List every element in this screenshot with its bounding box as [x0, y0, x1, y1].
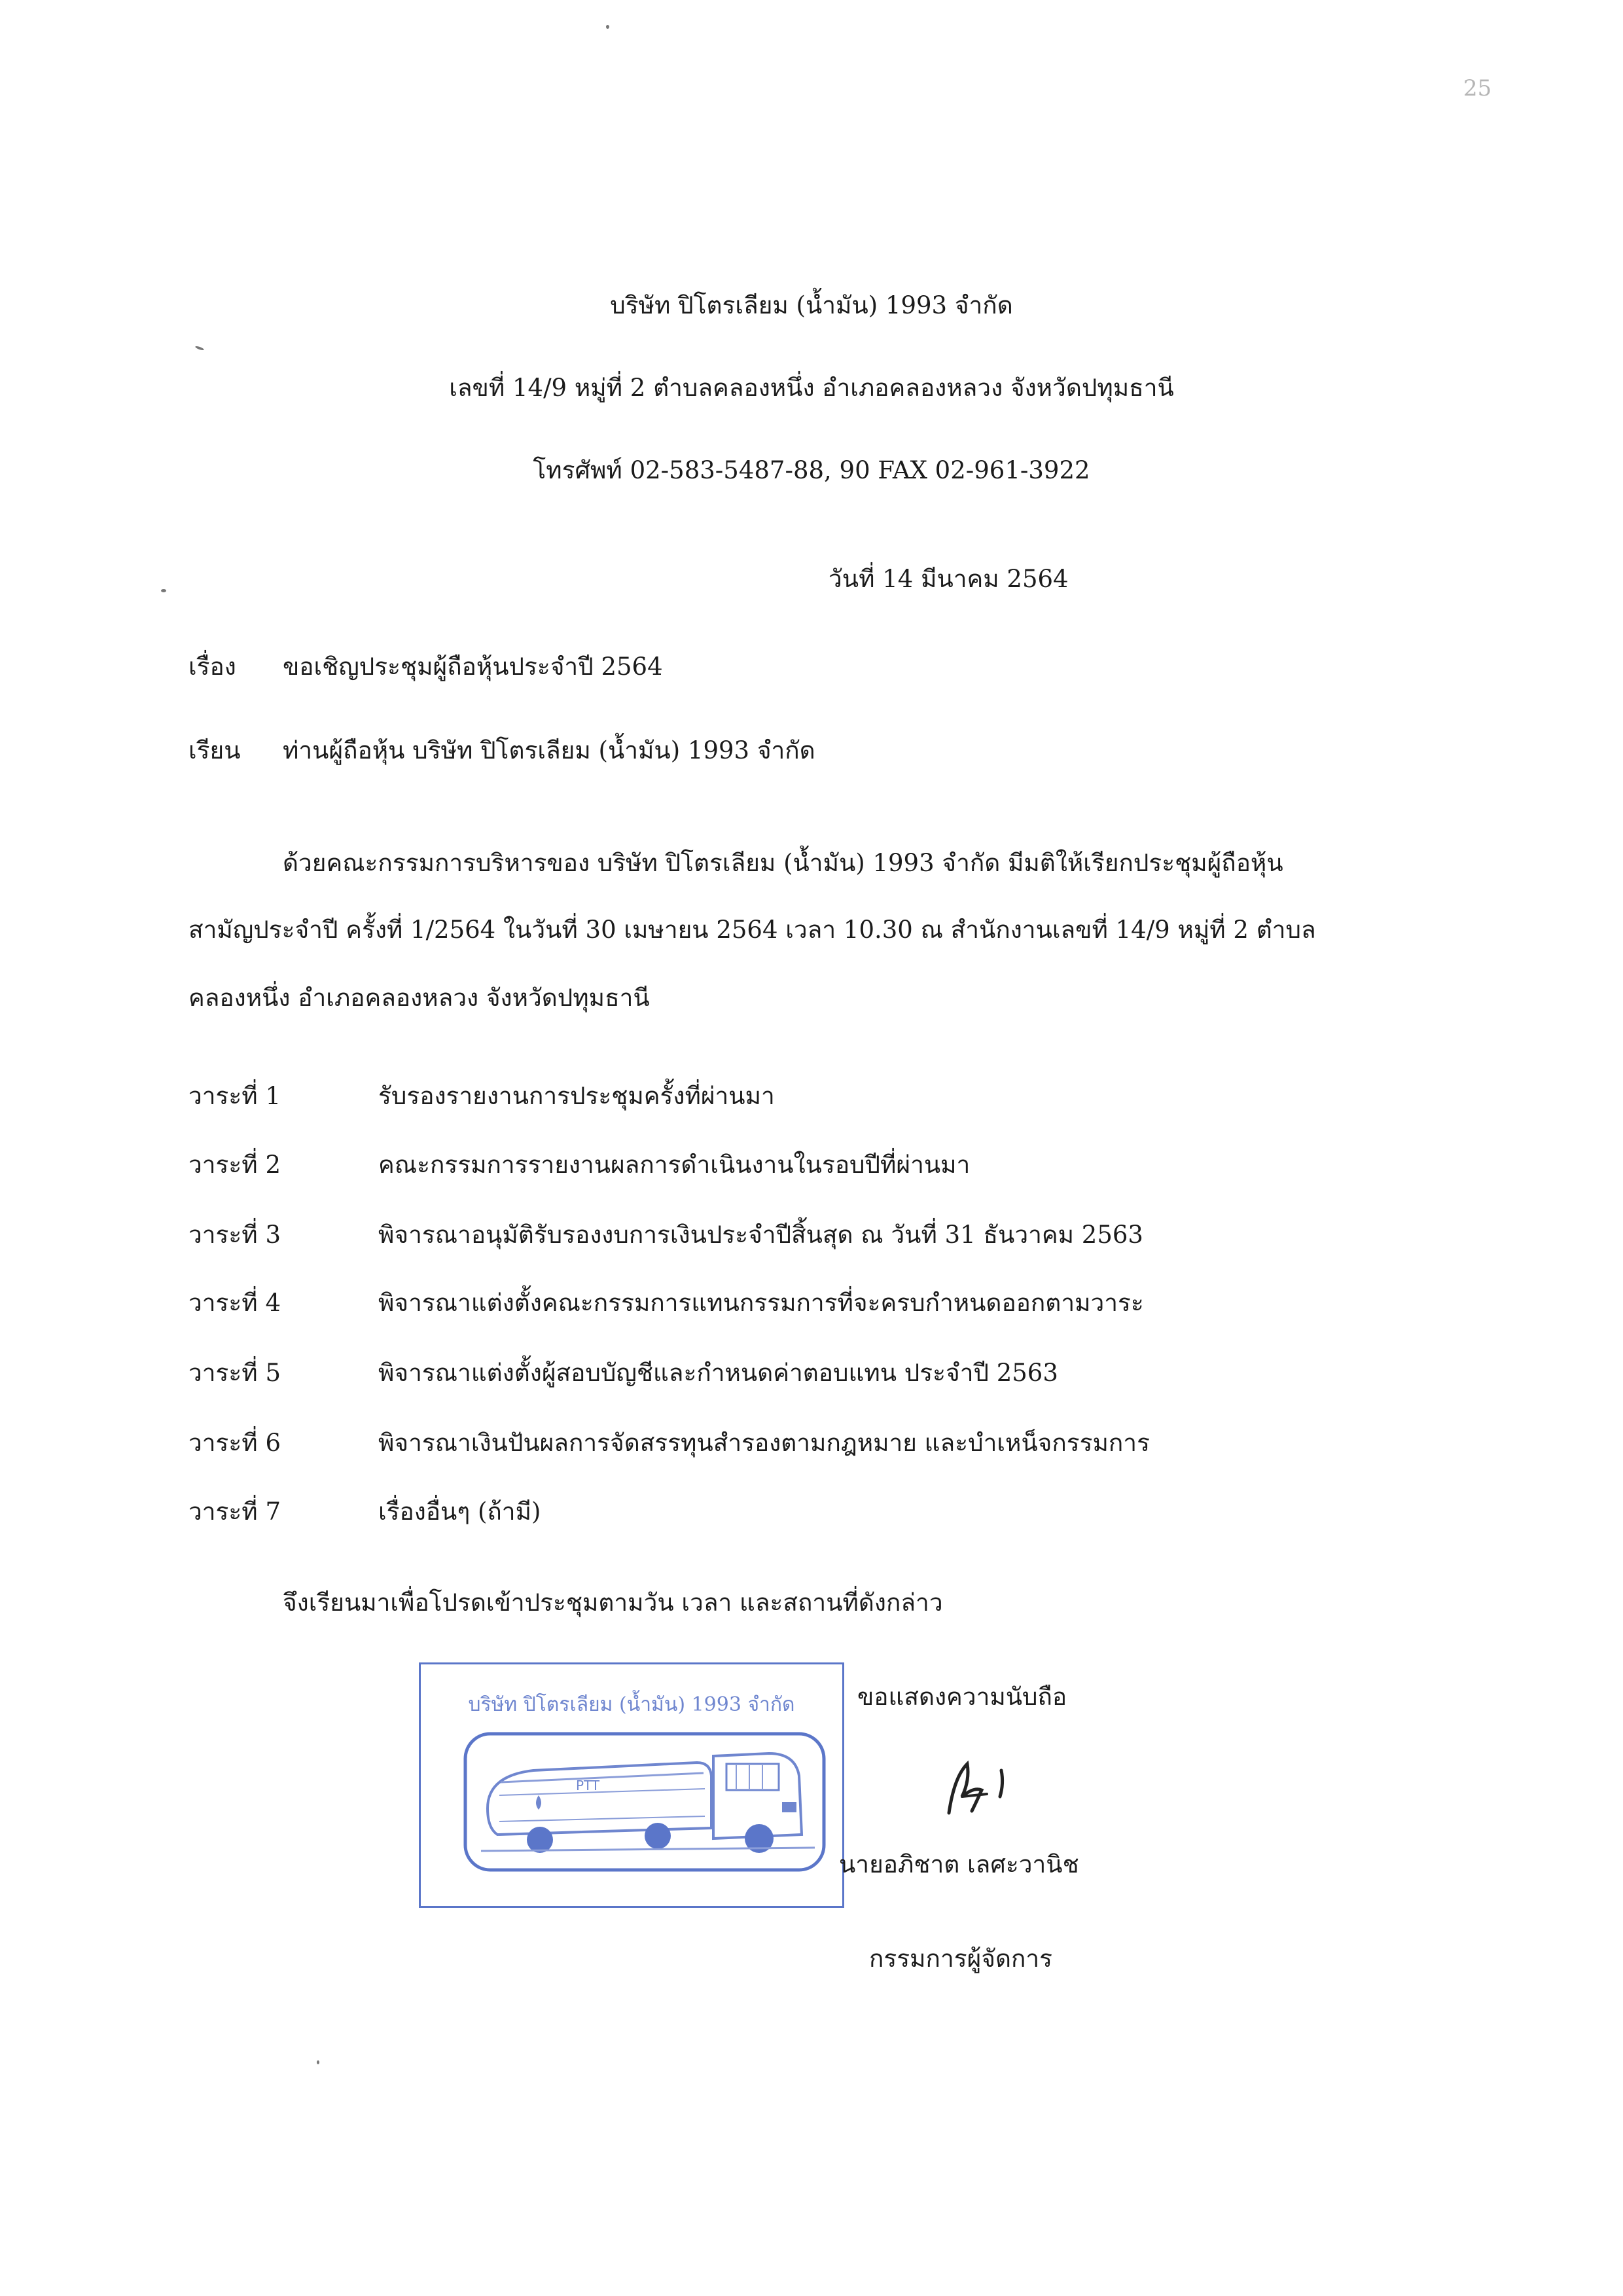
truck-logo-icon — [461, 1730, 828, 1874]
agenda-text: รับรองรายงานการประชุมครั้งที่ผ่านมา — [378, 1082, 775, 1110]
agenda-text: พิจารณาเงินปันผลการจัดสรรทุนสำรองตามกฎหมาย และบำเหน็จกรรมการ — [378, 1429, 1150, 1457]
body-line: ด้วยคณะกรรมการบริหารของ บริษัท ปิโตรเลียม (น้ำมัน) 1993 จำกัด มีมติให้เรียกประชุมผู้ถือหุ้น — [283, 849, 1283, 877]
agenda-text: พิจารณาอนุมัติรับรองงบการเงินประจำปีสิ้นสุด ณ วันที่ 31 ธันวาคม 2563 — [378, 1221, 1143, 1249]
page-mark: 25 — [1463, 75, 1492, 101]
signature-mark — [936, 1751, 1041, 1823]
company-address: เลขที่ 14/9 หมู่ที่ 2 ตำบลคลองหนึ่ง อำเภอคลองหลวง จังหวัดปทุมธานี — [449, 374, 1174, 402]
body-line: สามัญประจำปี ครั้งที่ 1/2564 ในวันที่ 30 เมษายน 2564 เวลา 10.30 ณ สำนักงานเลขที่ 14/9 หมู่ที่ 2 ตำบล — [188, 916, 1316, 944]
agenda-number: วาระที่ 6 — [188, 1429, 281, 1457]
company-stamp — [419, 1662, 844, 1908]
agenda-text: พิจารณาแต่งตั้งคณะกรรมการแทนกรรมการที่จะครบกำหนดออกตามวาระ — [378, 1289, 1144, 1317]
agenda-text: คณะกรรมการรายงานผลการดำเนินงานในรอบปีที่ผ่านมา — [378, 1151, 971, 1179]
scan-speck — [161, 589, 166, 592]
agenda-number: วาระที่ 3 — [188, 1221, 281, 1249]
stamp-text: บริษัท ปิโตรเลียม (น้ำมัน) 1993 จำกัด — [468, 1693, 795, 1716]
subject-text: ขอเชิญประชุมผู้ถือหุ้นประจำปี 2564 — [283, 653, 663, 681]
agenda-text: พิจารณาแต่งตั้งผู้สอบบัญชีและกำหนดค่าตอบแทน ประจำปี 2563 — [378, 1359, 1058, 1387]
letter-date: วันที่ 14 มีนาคม 2564 — [829, 565, 1069, 593]
agenda-text: เรื่องอื่นๆ (ถ้ามี) — [378, 1498, 541, 1526]
scan-speck — [317, 2060, 319, 2064]
signer-name: นายอภิชาต เลศะวานิช — [839, 1850, 1079, 1878]
subject-label: เรื่อง — [188, 653, 236, 681]
regards-text: ขอแสดงความนับถือ — [857, 1683, 1067, 1711]
company-contact: โทรศัพท์ 02-583-5487-88, 90 FAX 02-961-3922 — [533, 456, 1090, 484]
closing-line: จึงเรียนมาเพื่อโปรดเข้าประชุมตามวัน เวลา และสถานที่ดังกล่าว — [283, 1588, 943, 1617]
recipient-text: ท่านผู้ถือหุ้น บริษัท ปิโตรเลียม (น้ำมัน) 1993 จำกัด — [283, 736, 815, 764]
agenda-number: วาระที่ 2 — [188, 1151, 281, 1179]
signer-title: กรรมการผู้จัดการ — [869, 1945, 1053, 1973]
agenda-number: วาระที่ 4 — [188, 1289, 281, 1317]
body-line: คลองหนึ่ง อำเภอคลองหลวง จังหวัดปทุมธานี — [188, 984, 650, 1012]
agenda-number: วาระที่ 7 — [188, 1498, 281, 1526]
company-name: บริษัท ปิโตรเลียม (น้ำมัน) 1993 จำกัด — [610, 291, 1013, 319]
scan-speck — [195, 346, 205, 351]
scan-speck — [606, 25, 609, 29]
recipient-label: เรียน — [188, 736, 241, 764]
svg-text:PTT: PTT — [576, 1778, 600, 1793]
agenda-number: วาระที่ 1 — [188, 1082, 281, 1110]
agenda-number: วาระที่ 5 — [188, 1359, 281, 1387]
